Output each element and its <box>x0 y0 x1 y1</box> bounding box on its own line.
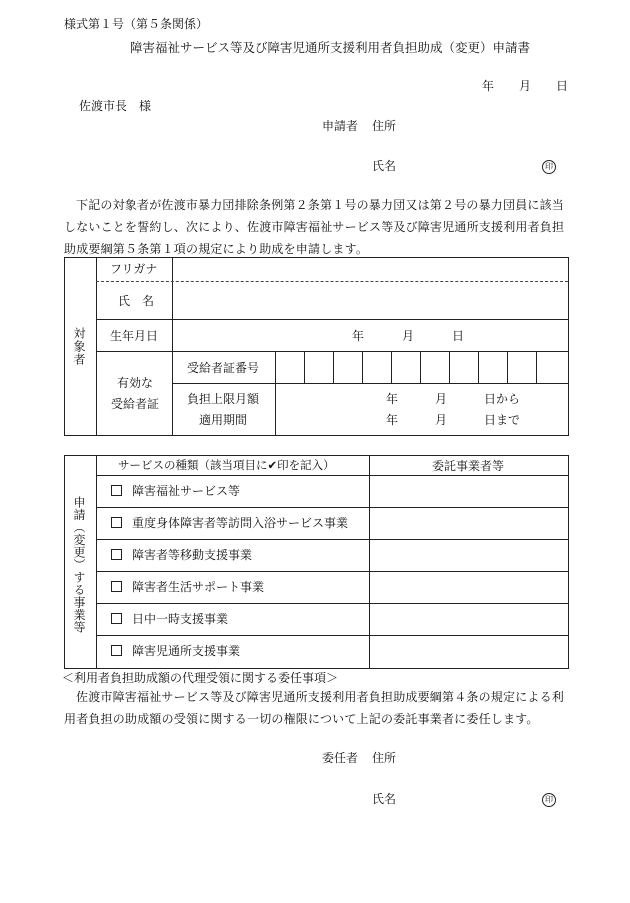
date-month-label: 月 <box>519 79 532 93</box>
form-number: 様式第１号（第５条関係） <box>64 17 209 31</box>
contractor-header: 委託事業者等 <box>432 459 505 473</box>
service-row-6[interactable]: 障害児通所支援事業 <box>111 645 240 657</box>
to-month: 月 <box>435 413 448 427</box>
service-row-4[interactable]: 障害者生活サポート事業 <box>111 581 264 593</box>
service-row-2[interactable]: 重度身体障害者等訪問入浴サービス事業 <box>111 517 348 529</box>
delegator-name-label: 氏名 <box>372 792 397 806</box>
to-day: 日まで <box>484 413 521 427</box>
from-day: 日から <box>484 392 521 406</box>
addressee: 佐渡市長 様 <box>79 99 152 113</box>
declaration-text: 下記の対象者が佐渡市暴力団排除条例第２条第１号の暴力団又は第２号の暴力団員に該当しないことを誓約し、次により、佐渡市障害福祉サービス等及び障害児通所支援利用者負担助成要綱第５条第１項の規定により助成を申請します。 <box>64 198 565 256</box>
from-year: 年 <box>386 392 399 406</box>
delegator-address-label: 住所 <box>372 751 397 765</box>
delegation-text: 佐渡市障害福祉サービス等及び障害児通所支援利用者負担助成要綱第４条の規定による利用者負担の助成額の受領に関する一切の権限について上記の委託事業者に委任します。 <box>64 690 565 726</box>
delegator-label: 委任者 <box>322 751 359 765</box>
birthdate-label: 生年月日 <box>110 329 159 343</box>
valid-cert-label-2: 受給者証 <box>111 397 160 411</box>
service-row-5[interactable]: 日中一時支援事業 <box>111 613 228 625</box>
service-type-header: サービスの種類（該当項目に✔印を記入） <box>118 458 335 472</box>
service-row-3[interactable]: 障害者等移動支援事業 <box>111 549 252 561</box>
limit-amount-label: 負担上限月額 <box>187 392 260 406</box>
delegation-heading: ＜利用者負担助成額の代理受領に関する委任事項＞ <box>62 671 339 685</box>
applicant-name-label: 氏名 <box>372 159 397 173</box>
form-title: 障害福祉サービス等及び障害児通所支援利用者負担助成（変更）申請書 <box>130 40 531 55</box>
applicant-seal-mark: 印 <box>542 159 556 174</box>
service-row-1[interactable]: 障害福祉サービス等 <box>111 485 240 497</box>
from-month: 月 <box>435 392 448 406</box>
checkbox-icon[interactable] <box>111 645 122 656</box>
date-day-label: 日 <box>556 79 569 93</box>
cert-number-label: 受給者証番号 <box>187 361 260 375</box>
applicant-address-label: 住所 <box>372 119 397 133</box>
birth-month-label: 月 <box>402 329 415 343</box>
applicant-label: 申請者 <box>322 119 359 133</box>
service-side-label: 申請（変更）する事業等 <box>72 496 86 634</box>
checkbox-icon[interactable] <box>111 517 122 528</box>
checkbox-icon[interactable] <box>111 549 122 560</box>
delegator-seal-mark: 印 <box>542 792 556 807</box>
furigana-label: フリガナ <box>110 262 158 276</box>
birth-year-label: 年 <box>352 329 365 343</box>
name-label: 氏 名 <box>118 294 155 308</box>
period-label: 適用期間 <box>199 413 248 427</box>
subject-side-label: 対象者 <box>72 327 86 366</box>
to-year: 年 <box>386 413 399 427</box>
checkbox-icon[interactable] <box>111 581 122 592</box>
valid-cert-label-1: 有効な <box>117 376 154 390</box>
birth-day-label: 日 <box>452 329 465 343</box>
checkbox-icon[interactable] <box>111 485 122 496</box>
date-year-label: 年 <box>482 79 495 93</box>
checkbox-icon[interactable] <box>111 613 122 624</box>
